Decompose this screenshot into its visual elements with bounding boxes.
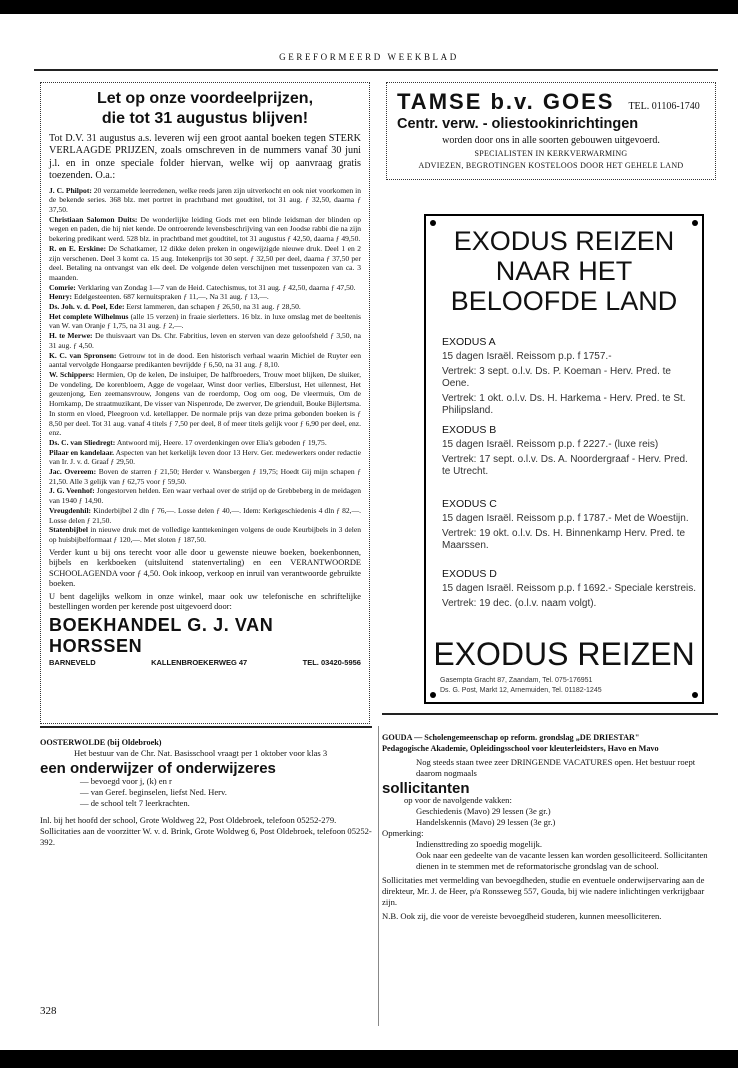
tamse-advertisement [386,82,716,180]
book-text: Kinderbijbel 2 dln ƒ 76,—. Losse delen ƒ 40,—. Idem: Kerkgeschiedenis 4 dln ƒ 82,—. Losse delen ƒ 21,50. [49,505,361,525]
section-line: Vertrek: 1 okt. o.l.v. Ds. H. Harkema - Herv. Pred. te St. Philipsland. [442,393,686,416]
school-heading-1: GOUDA — Scholengemeenschap op reform. grondslag „DE DRIESTAR" [382,733,640,742]
section-line: 15 dagen Israël. Reissom p.p. f 1692.- Speciale kerstreis. [442,583,697,594]
column-rule [378,726,379,1026]
vacancy-intro: Nog steeds staan twee zeer DRINGENDE VACATURES open. Het bestuur roept daarom nogmaals [416,757,696,778]
book-author: J. C. Philpot: [49,185,92,195]
book-author: R. en E. Erskine: [49,243,106,253]
book-text: De thuisvaart van Ds. Chr. Fabritius, leven en sterven van deze geloofsheld ƒ 3,50, na 31 aug. ƒ 4,50. [49,331,361,350]
vacancy-intro: Het bestuur van de Chr. Nat. Basisschool vraagt per 1 oktober voor klas 3 [74,748,328,758]
book-text: Getrouw tot in de dood. Een historisch verhaal waarin Michiel de Ruyter een aantal vervolgde Hongaarse predikanten bevrijdde ƒ 6,50, na 31 aug. ƒ 8,10. [49,350,362,370]
vacancy-title: een onderwijzer of onderwijzeres [40,760,276,777]
book-entry [49,331,361,350]
book-author: H. te Merwe: [49,331,93,341]
vacancy-location: OOSTERWOLDE (bij Oldebroek) [40,738,162,747]
book-author: Ds. C. van Sliedregt: [49,437,116,447]
section-line: 15 dagen Israël. Reissom p.p. f 1787.- Met de Woestijn. [442,513,689,524]
vacancy-apply: Sollicitaties aan de voorzitter W. v. d. Brink, Grote Woldweg 6, Post Oldebroek, telefoon 05252-392. [40,826,372,847]
exodus-section-a [442,336,698,420]
tamse-telephone: TEL. 01106-1740 [628,101,700,112]
book-author: Jac. Overeem: [49,467,97,477]
book-text: 20 verzamelde leerredenen, welke reeds jaren zijn uitverkocht en ook niet voorkomen in de bekende series. 368 blz. met portret in prachtband met goudtitel, tot 31 aug. ƒ 32,50, daarna ƒ 37,50. [49,185,361,215]
requirement: — bevoegd voor j, (k) en r [80,776,172,786]
exodus-advertisement [424,214,704,704]
book-author: K. C. van Spronsen: [49,350,117,360]
vacancy-note: N.B. Ook zij, die voor de vereiste bevoegdheid studeren, kunnen meesolliciteren. [382,911,662,921]
top-scan-border [0,0,738,14]
book-entry [49,506,361,525]
tamse-specialty: SPECIALISTEN IN KERKVERWARMING [474,149,628,158]
book-text: De wonderlijke leiding Gods met een blinde leidsman der blinden op wegen en paden, die hij niet kende. De ontroerende levensbeschrijving van een Joodse rabbi die na zijn bekering predikant werd. 528 blz. in prachtband met goudtitel, tot 31 augustus ƒ 42,50, daarna ƒ 49,50. [49,214,362,244]
bottom-scan-border [0,1050,738,1068]
book-author: Ds. Joh. v. d. Poel, Ede: [49,302,125,312]
exodus-section-c [442,498,698,555]
book-entry [49,283,361,293]
store-street: KALLENBROEKERWEG 47 [151,657,248,667]
oosterwolde-vacancy [40,737,372,848]
section-line: 15 dagen Israël. Reissom p.p. f 1757.- [442,351,612,362]
book-text: Edelgesteenten. 687 kernuitspraken ƒ 11,—, Na 31 aug. ƒ 13,—. [73,292,269,302]
exodus-section-d [442,568,698,613]
subjects-intro: op voor de navolgende vakken: [404,795,512,805]
closing-paragraph-1: Verder kunt u bij ons terecht voor alle door u gewenste nieuwe boeken, boekenbonnen, bijbels en kerkboeken (uitsluitend statenvertaling) en een VERANTWOORDE SCHOOLAGENDA voor ƒ 4,50. Ook inkoop, verkoop en inruil van verantwoorde gebruikte boeken. [49,547,361,589]
store-name: BOEKHANDEL G. J. VAN HORSSEN [49,614,274,656]
school-heading-2: Pedagogische Akademie, Opleidingsschool voor kleuterleidsters, Havo en Mavo [382,744,659,753]
subject: Handelskennis (Mavo) 29 lessen (3e gr.) [416,817,556,827]
exodus-title-line-2: NAAR HET [495,256,633,286]
headline-line-2: die tot 31 augustus blijven! [101,110,309,127]
book-text: Boven de starren ƒ 21,50; Herder v. Wansbergen ƒ 19,75; Hoedt Gij mijn schapen ƒ 21,50. Alle 3 gelijk van ƒ 62,75 voor ƒ 59,50. [49,467,361,486]
book-author: Henry: [49,292,73,302]
remark-label: Opmerking: [382,828,424,838]
book-entry [49,215,361,244]
book-author: Vreugdenhil: [49,505,92,515]
section-line: Vertrek: 19 okt. o.l.v. Ds. H. Binnenkamp Herv. Pred. te Maarssen. [442,528,686,551]
book-entry [49,351,361,370]
book-entry [49,292,361,302]
book-entry [49,244,361,283]
book-list [49,186,361,545]
book-entry [49,370,361,438]
book-entry [49,448,361,467]
book-author: Het complete Wilhelmus [49,311,129,321]
remark: Ook naar een gedeelte van de vacante lessen kan worden gesolliciteerd. Sollicitanten dienen in te stemmen met de reformatorische grondslag van de school. [416,850,708,871]
book-text: De Schatkamer, 12 dikke delen preken in ongewijzigde nieuwe druk. Deel 1 en 2 zijn verschenen. Deel 3 komt ca. 15 aug. Intekenprijs tot 30 sept. ƒ 32,50 per deel, daarna ƒ 37,50 per deel. Betaling na ontvangst van elk deel. De volgende delen verschijnen met tussenpozen van ca. 3 maanden. [49,243,361,282]
section-line: 15 dagen Israël. Reissom p.p. f 2227.- (luxe reis) [442,439,659,450]
headline-line-1: Let op onze voordeelprijzen, [96,90,314,107]
book-text: Jongestorven helden. Een waar verhaal over de strijd op de Grebbeberg in de meidagen van 1940 ƒ 14,90. [49,486,361,506]
vacancy-info: Inl. bij het hoofd der school, Grote Woldweg 22, Post Oldebroek, telefoon 05252-279. [40,815,337,825]
book-text: Verklaring van Zondag 1—7 van de Heid. Catechismus, tot 31 aug. ƒ 42,50, daarna ƒ 47,50. [77,282,356,292]
section-line: Vertrek: 17 sept. o.l.v. Ds. A. Noordergraaf - Herv. Pred. te Utrecht. [442,454,688,477]
intro-text: Tot D.V. 31 augustus a.s. leveren wij een groot aantal boeken tegen STERK VERLAAGDE PRIJZEN, zoals omschreven in de nummers vanaf 30 juni j.l. en in onze speciale folder hiervan, welke wij op aanvraag gratis toezenden. O.a.: [49,133,361,182]
section-line: Vertrek: 19 dec. (o.l.v. naam volgt). [442,598,597,609]
book-entry [49,525,361,544]
top-rule [34,69,718,71]
requirement: — van Geref. beginselen, liefst Ned. Herv. [80,787,227,797]
vacancy-title: sollicitanten [382,780,470,797]
book-text: Antwoord mij, Heere. 17 overdenkingen over Elia's geboden ƒ 19,75. [116,437,327,447]
exodus-title [426,226,702,316]
section-heading: EXODUS C [442,498,497,510]
masthead: GEREFORMEERD WEEKBLAD [279,52,459,62]
book-text: (alle 15 verzen) in fraaie sierletters. 16 blz. in luxe omslag met de beeltenis van W. van Oranje ƒ 1,75, na 31 aug. ƒ 2,—. [49,311,361,331]
book-text: in nieuwe druk met de volledige kanttekeningen volgens de oude Keurbijbels in 3 delen op huisbijbelformaat ƒ 120,—. Met sloten ƒ 187,50. [49,525,362,544]
book-entry [49,486,361,505]
book-text: Hermien, Op de kelen, De insluiper, De halfbroeders, Trouw moet blijken, De sluiker, De vondeling, De korenbloem, Agge de vogelaar, Winst door verlies, Elberslust, Het uilennest, Het geuzenjong, Een zeemansvrouw, Jongens van de roerdomp, Oog om oog, De vleermuis, Om de Hornkamp, De straatmuzikant, De visser van Nispenrode, De zwerver, De grienduil, Bouke Bijlertsma. In storm en vloed, Pleegroon v.d. ketellapper. De normale prijs van deze prima gebonden boeken is ƒ 8,50 per deel. Tot 31 aug. vanaf 4 titels ƒ 7,50 per deel, 8 of meer titels gelijk voor ƒ 6,90 per deel, enz. enz. [49,369,362,438]
vacancy-apply: Sollicitaties met vermelding van bevoegdheden, studie en eventuele onderwijservaring aan de direkteur, Mr. J. de Heer, p/a Ronsseweg 557, Gouda, bij wie nadere inlichtingen verkrijgbaar zijn. [382,875,705,907]
store-address [49,658,361,667]
book-text: Aspecten van het kerkelijk leven door 13 Herv. Ger. medewerkers onder redactie van Ir. J. v. d. Graaf ƒ 29,50. [49,447,361,467]
bookshop-advertisement [40,82,370,724]
book-text: Eerst lammeren, dan schapen ƒ 26,50, na 31 aug. ƒ 28,50. [126,302,301,312]
section-rule [382,713,718,715]
book-entry [49,186,361,215]
gouda-vacancy [382,732,718,922]
tamse-company-name: TAMSE b.v. GOES [397,89,615,114]
book-author: Statenbijbel [49,525,88,535]
section-heading: EXODUS B [442,424,497,436]
subject: Geschiedenis (Mavo) 29 lessen (3e gr.) [416,806,551,816]
book-entry [49,312,361,331]
book-author: Comrie: [49,282,76,292]
exodus-address-1: Gasempta Gracht 87, Zaandam, Tel. 075-176951 [440,677,593,684]
remark: Indiensttreding zo spoedig mogelijk. [416,839,543,849]
exodus-addresses [440,676,696,696]
book-author: Pilaar en kandelaar. [49,447,115,457]
book-entry [49,302,361,312]
corner-dot [430,692,436,698]
tamse-description: worden door ons in alle soorten gebouwen uitgevoerd. [442,135,660,146]
closing-paragraph-2: U bent dagelijks welkom in onze winkel, maar ook uw telefonische en schriftelijke bestellingen worden per kerende post uitgevoerd door: [49,591,361,612]
store-telephone: TEL. 03420-5956 [302,657,361,667]
page-number: 328 [40,1005,57,1017]
section-rule [40,726,372,728]
exodus-title-line-3: BELOOFDE LAND [450,286,678,316]
book-author: Christiaan Salomon Duits: [49,214,138,224]
book-entry [49,467,361,486]
exodus-section-b [442,424,698,481]
book-author: W. Schippers: [49,369,95,379]
tamse-header [397,89,705,115]
book-entry [49,438,361,448]
tamse-service: Centr. verw. - oliestookinrichtingen [397,116,639,132]
section-line: Vertrek: 3 sept. o.l.v. Ds. P. Koeman - Herv. Pred. te Oene. [442,366,671,389]
section-heading: EXODUS A [442,336,496,348]
store-city: BARNEVELD [49,657,96,667]
book-author: J. G. Veenhof: [49,486,95,496]
closing-text [49,548,361,613]
section-heading: EXODUS D [442,568,497,580]
requirement: — de school telt 7 leerkrachten. [80,798,190,808]
tamse-advice: ADVIEZEN, BEGROTINGEN KOSTELOOS DOOR HET GEHELE LAND [418,161,684,170]
exodus-footer-title: EXODUS REIZEN [433,636,695,672]
exodus-title-line-1: EXODUS REIZEN [453,226,675,256]
exodus-address-2: Ds. G. Post, Markt 12, Arnemuiden, Tel. 01182-1245 [440,687,602,694]
